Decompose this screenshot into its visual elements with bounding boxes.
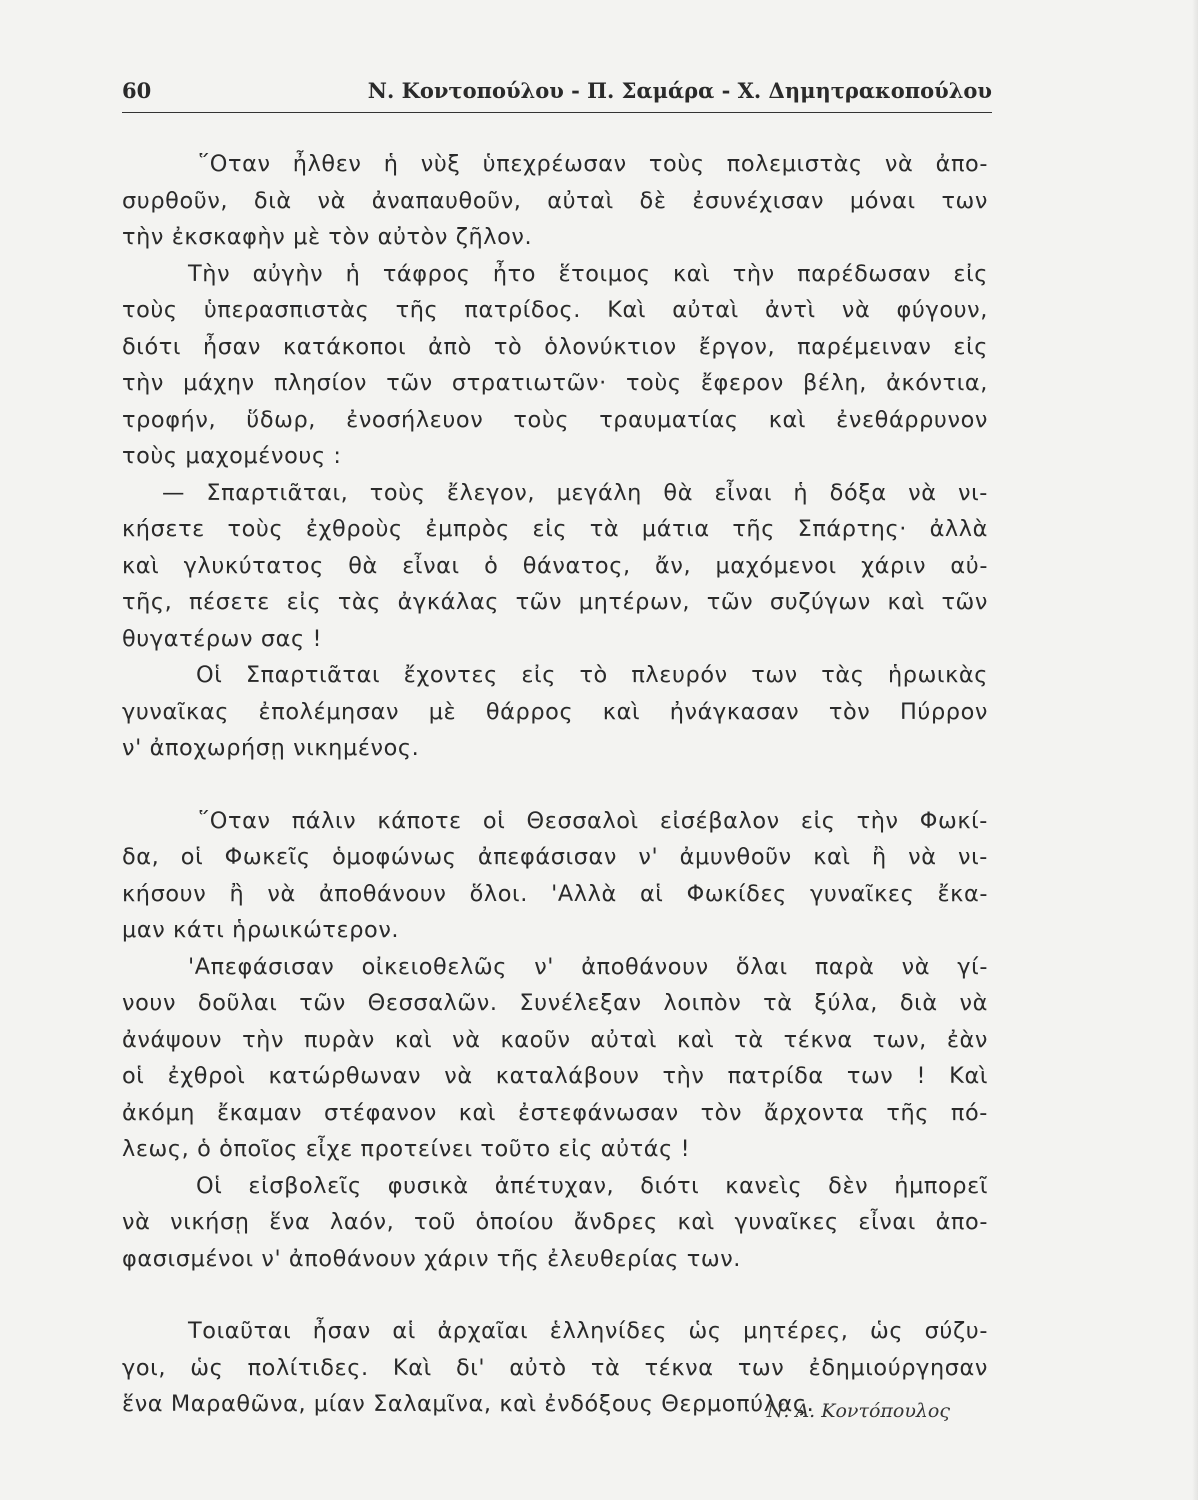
paragraph-gap [122,767,988,803]
text-line: τὴν μάχην πλησίον τῶν στρατιωτῶν· τοὺς ἔφερον βέλη, ἀκόντια, [122,370,988,396]
text-line: δα, οἱ Φωκεῖς ὁμοφώνως ἀπεφάσισαν ν' ἀμυνθοῦν καὶ ἢ νὰ νι- [122,844,988,870]
text-line: ἀνάψουν τὴν πυρὰν καὶ νὰ καοῦν αὐταὶ καὶ τὰ τέκνα των, ἐὰν [122,1026,988,1053]
text-line: ἕνα Μαραθῶνα, μίαν Σαλαμῖνα, καὶ ἐνδόξους Θερμοπύλας. [122,1391,815,1417]
text-line: 'Απεφάσισαν οἰκειοθελῶς ν' ἀποθάνουν ὅλαι παρὰ νὰ γί- [188,953,988,980]
text-line: Οἱ εἰσβολεῖς φυσικὰ ἀπέτυχαν, διότι κανεὶς δὲν ἠμπορεῖ [196,1172,988,1199]
text-line: γυναῖκας ἐπολέμησαν μὲ θάρρος καὶ ἠνάγκασαν τὸν Πύρρον [122,698,988,725]
text-line: διότι ἦσαν κατάκοποι ἀπὸ τὸ ὁλονύκτιον ἔργον, παρέμειναν εἰς [122,333,988,360]
text-line: λεως, ὁ ὁποῖος εἶχε προτείνει τοῦτο εἰς αὐτάς ! [122,1136,691,1162]
text-line: νουν δοῦλαι τῶν Θεσσαλῶν. Συνέλεξαν λοιπὸν τὰ ξύλα, διὰ νὰ [122,990,988,1016]
running-header [122,76,992,113]
text-line: τροφήν, ὕδωρ, ἐνοσήλευον τοὺς τραυματίας καὶ ἐνεθάρρυνον [122,406,988,433]
text-line: Οἱ Σπαρτιᾶται ἔχοντες εἰς τὸ πλευρόν των τὰς ἡρωικὰς [196,662,988,688]
text-line: κήσετε τοὺς ἐχθροὺς ἐμπρὸς εἰς τὰ μάτια τῆς Σπάρτης· ἀλλὰ [122,516,988,542]
text-line: Τὴν αὐγὴν ἡ τάφρος ἦτο ἕτοιμος καὶ τὴν παρέδωσαν εἰς [188,260,988,287]
text-line: θυγατέρων σας ! [122,625,323,652]
author-signature: Ν. Α. Κοντόπουλος [766,1400,950,1422]
text-line: μαν κάτι ἡρωικώτερον. [122,917,400,943]
text-line: φασισμένοι ν' ἀποθάνουν χάριν τῆς ἐλευθερίας των. [122,1245,742,1272]
text-line: ν' ἀποχωρήσῃ νικημένος. [122,735,420,761]
text-line: οἱ ἐχθροὶ κατώρθωναν νὰ καταλάβουν τὴν πατρίδα των ! Καὶ [122,1063,988,1089]
text-line: καὶ γλυκύτατος θὰ εἶναι ὁ θάνατος, ἄν, μαχόμενοι χάριν αὐ- [122,552,988,579]
text-line: ἀκόμη ἔκαμαν στέφανον καὶ ἐστεφάνωσαν τὸν ἄρχοντα τῆς πό- [122,1099,988,1126]
text-line: συρθοῦν, διὰ νὰ ἀναπαυθοῦν, αὐταὶ δὲ ἐσυνέχισαν μόναι των [122,187,988,214]
text-line: κήσουν ἢ νὰ ἀποθάνουν ὅλοι. 'Αλλὰ αἱ Φωκίδες γυναῖκες ἔκα- [122,880,988,907]
header-authors: Ν. Κοντοπούλου - Π. Σαμάρα - Χ. Δημητρακοπούλου [367,78,992,103]
text-line: Τοιαῦται ἦσαν αἱ ἀρχαῖαι ἑλληνίδες ὡς μητέρες, ὡς σύζυ- [188,1318,988,1344]
text-line: γοι, ὡς πολίτιδες. Καὶ δι' αὐτὸ τὰ τέκνα των ἐδημιούργησαν [122,1354,988,1381]
page-number: 60 [122,78,152,103]
text-line: τὴν ἐκσκαφὴν μὲ τὸν αὐτὸν ζῆλον. [122,224,533,250]
text-line: ῞Οταν ἦλθεν ἡ νὺξ ὑπεχρέωσαν τοὺς πολεμιστὰς νὰ ἀπο- [198,151,988,177]
body-text [122,146,988,1423]
text-line: τοὺς ὑπερασπιστὰς τῆς πατρίδος. Καὶ αὐταὶ ἀντὶ νὰ φύγουν, [122,297,988,323]
text-line: τῆς, πέσετε εἰς τὰς ἀγκάλας τῶν μητέρων, τῶν συζύγων καὶ τῶν [122,589,988,615]
text-line: ῞Οταν πάλιν κάποτε οἱ Θεσσαλοὶ εἰσέβαλον εἰς τὴν Φωκί- [198,807,988,834]
text-line: νὰ νικήσῃ ἕνα λαόν, τοῦ ὁποίου ἄνδρες καὶ γυναῖκες εἶναι ἀπο- [122,1209,988,1235]
page-edge-shadow [1192,0,1198,1500]
text-line: — Σπαρτιᾶται, τοὺς ἔλεγον, μεγάλη θὰ εἶναι ἡ δόξα νὰ νι- [162,479,988,506]
text-line: τοὺς μαχομένους : [122,443,342,469]
paragraph-gap [122,1277,988,1313]
